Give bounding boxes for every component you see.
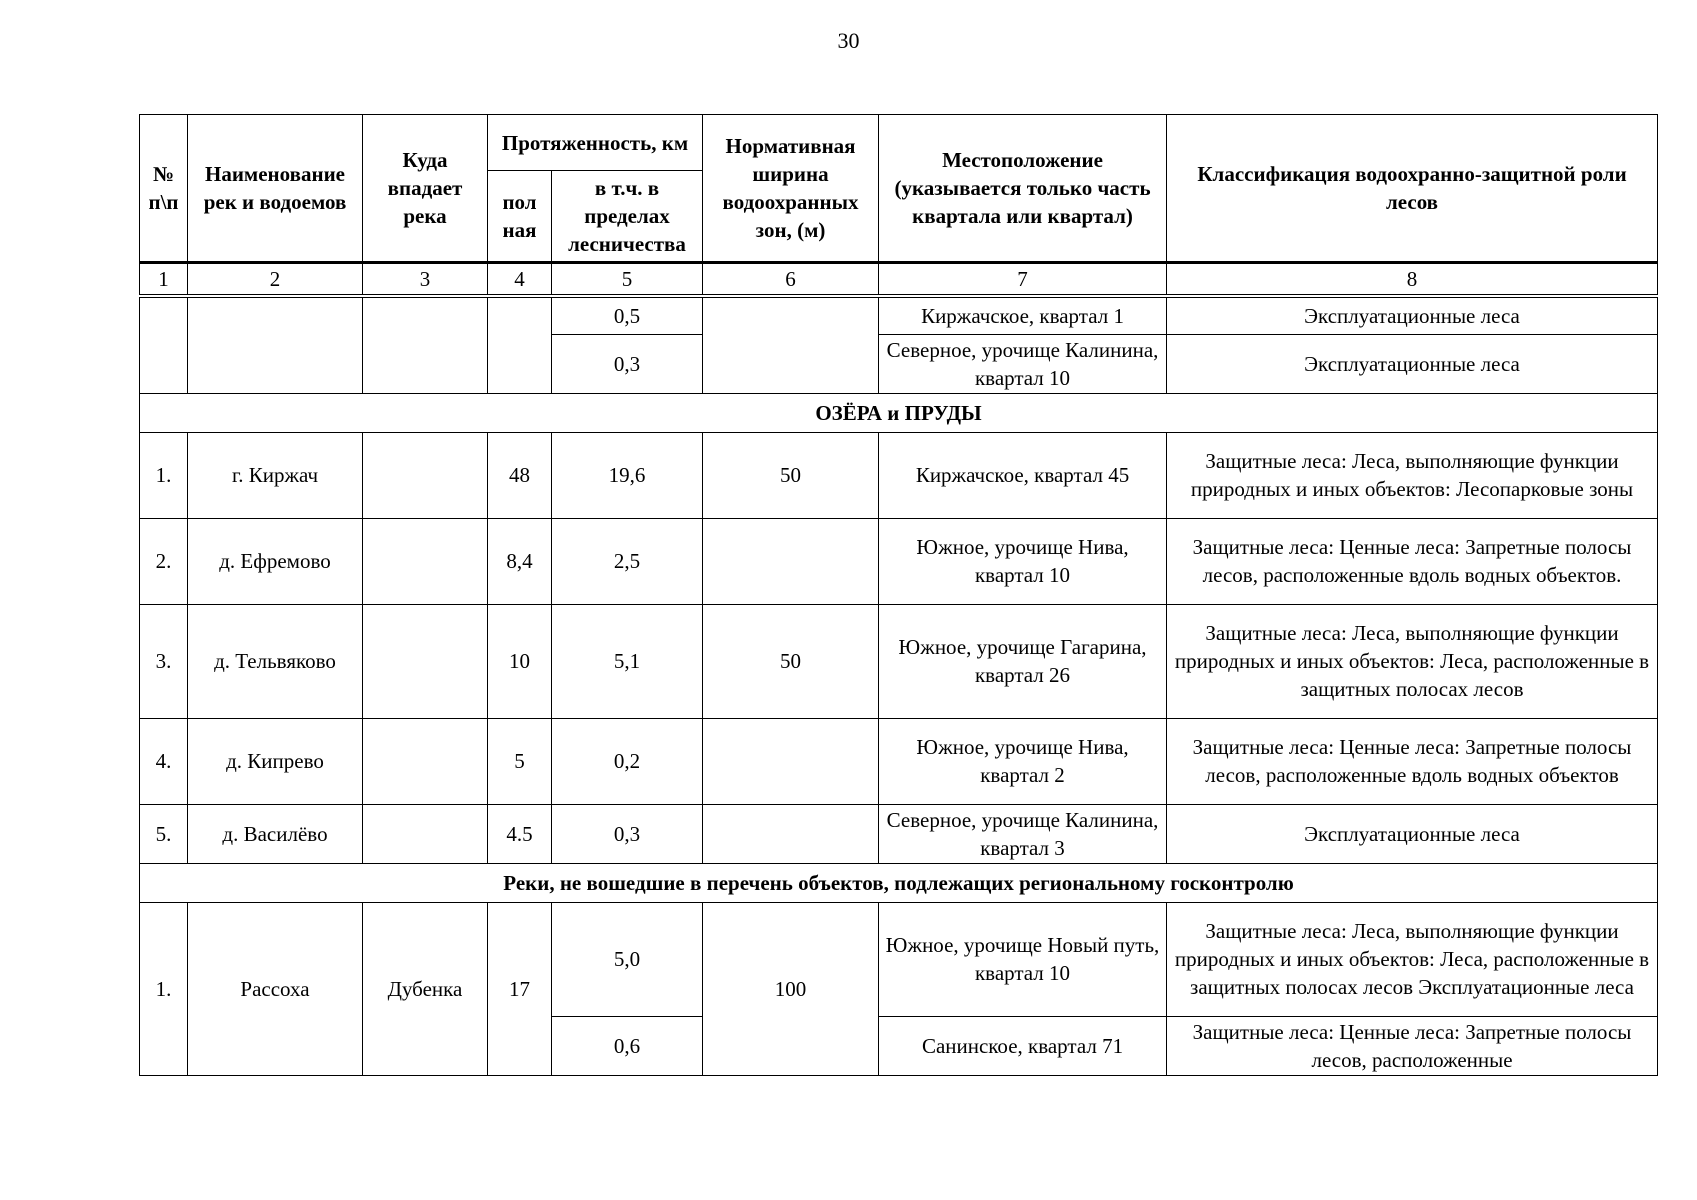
page-number: 30	[837, 28, 860, 53]
cell-width	[703, 804, 879, 863]
cell-location: Санинское, квартал 71	[879, 1016, 1167, 1075]
cell-within: 0,3	[552, 804, 703, 863]
cell-flows-into: Дубенка	[363, 902, 488, 1075]
cell-classification: Эксплуатационные леса	[1167, 334, 1658, 393]
cell-flows-into	[363, 432, 488, 518]
cell-within: 0,6	[552, 1016, 703, 1075]
section-title: ОЗЁРА и ПРУДЫ	[140, 393, 1658, 432]
header-location: Местоположение (указывается только часть квартала или квартал)	[879, 115, 1167, 263]
cell-name: д. Ефремово	[188, 518, 363, 604]
cell-full: 5	[488, 718, 552, 804]
table-row	[140, 518, 1658, 604]
cell-full: 48	[488, 432, 552, 518]
cell-name: д. Тельвяково	[188, 604, 363, 718]
cell-flows-into	[363, 604, 488, 718]
cell-num: 4.	[140, 718, 188, 804]
cell-flows-into	[363, 518, 488, 604]
cell-location: Северное, урочище Калинина, квартал 10	[879, 334, 1167, 393]
cell-location: Киржачское, квартал 45	[879, 432, 1167, 518]
cell-flows-into	[363, 718, 488, 804]
cell-num: 1.	[140, 432, 188, 518]
cell-classification: Эксплуатационные леса	[1167, 804, 1658, 863]
cell-classification: Защитные леса: Ценные леса: Запретные полосы лесов, расположенные вдоль водных объектов	[1167, 718, 1658, 804]
header-zone-width: Нормативная ширина водоохранных зон, (м)	[703, 115, 879, 263]
cell-width: 100	[703, 902, 879, 1075]
column-number: 4	[488, 263, 552, 297]
cell-classification: Защитные леса: Леса, выполняющие функции природных и иных объектов: Леса, расположенные в защитных полосах лесов Эксплуатационные леса	[1167, 902, 1658, 1016]
column-number: 8	[1167, 263, 1658, 297]
cell-num: 5.	[140, 804, 188, 863]
section-row-rivers	[140, 863, 1658, 902]
cell-classification: Защитные леса: Ценные леса: Запретные полосы лесов, расположенные вдоль водных объектов.	[1167, 518, 1658, 604]
cell-width: 50	[703, 432, 879, 518]
table-row	[140, 804, 1658, 863]
column-number: 2	[188, 263, 363, 297]
column-number: 3	[363, 263, 488, 297]
cell-location: Южное, урочище Гагарина, квартал 26	[879, 604, 1167, 718]
cell-classification: Эксплуатационные леса	[1167, 296, 1658, 334]
section-row-lakes	[140, 393, 1658, 432]
cell-location: Киржачское, квартал 1	[879, 296, 1167, 334]
cell-within: 0,3	[552, 334, 703, 393]
cell-flows-into	[363, 804, 488, 863]
cell-name: д. Василёво	[188, 804, 363, 863]
cell-name: д. Кипрево	[188, 718, 363, 804]
section-title: Реки, не вошедшие в перечень объектов, подлежащих региональному госконтролю	[140, 863, 1658, 902]
cell-location: Южное, урочище Новый путь, квартал 10	[879, 902, 1167, 1016]
table-row	[140, 432, 1658, 518]
header-length-full: пол ная	[488, 171, 552, 263]
header-length-within: в т.ч. в пределах лесничества	[552, 171, 703, 263]
table-row	[140, 296, 1658, 334]
header-flows-into: Куда впадает река	[363, 115, 488, 263]
cell-name: г. Киржач	[188, 432, 363, 518]
cell-classification: Защитные леса: Леса, выполняющие функции природных и иных объектов: Лесопарковые зоны	[1167, 432, 1658, 518]
cell-num: 2.	[140, 518, 188, 604]
cell-within: 2,5	[552, 518, 703, 604]
cell-location: Южное, урочище Нива, квартал 10	[879, 518, 1167, 604]
cell-width	[703, 518, 879, 604]
cell-num: 1.	[140, 902, 188, 1075]
column-numbers-row	[140, 263, 1658, 297]
cell-full: 17	[488, 902, 552, 1075]
cell-within: 0,2	[552, 718, 703, 804]
cell-location: Южное, урочище Нива, квартал 2	[879, 718, 1167, 804]
cell-width: 50	[703, 604, 879, 718]
cell-num: 3.	[140, 604, 188, 718]
cell-width	[703, 718, 879, 804]
table-row	[140, 902, 1658, 1016]
column-number: 5	[552, 263, 703, 297]
table-row	[140, 604, 1658, 718]
cell-full: 8,4	[488, 518, 552, 604]
cell-classification: Защитные леса: Ценные леса: Запретные полосы лесов, расположенные	[1167, 1016, 1658, 1075]
cell-location: Северное, урочище Калинина, квартал 3	[879, 804, 1167, 863]
header-name: Наименование рек и водоемов	[188, 115, 363, 263]
cell-within: 5,0	[552, 902, 703, 1016]
column-number: 1	[140, 263, 188, 297]
cell-within: 5,1	[552, 604, 703, 718]
cell-full: 10	[488, 604, 552, 718]
cell-name: Рассоха	[188, 902, 363, 1075]
column-number: 7	[879, 263, 1167, 297]
header-length: Протяженность, км	[488, 115, 703, 171]
cell-classification: Защитные леса: Леса, выполняющие функции природных и иных объектов: Леса, расположенные в защитных полосах лесов	[1167, 604, 1658, 718]
header-classification: Классификация водоохранно-защитной роли лесов	[1167, 115, 1658, 263]
water-protection-table	[139, 114, 1658, 1076]
table-row	[140, 718, 1658, 804]
header-num: № п\п	[140, 115, 188, 263]
column-number: 6	[703, 263, 879, 297]
cell-within: 19,6	[552, 432, 703, 518]
cell-within: 0,5	[552, 296, 703, 334]
cell-full: 4.5	[488, 804, 552, 863]
